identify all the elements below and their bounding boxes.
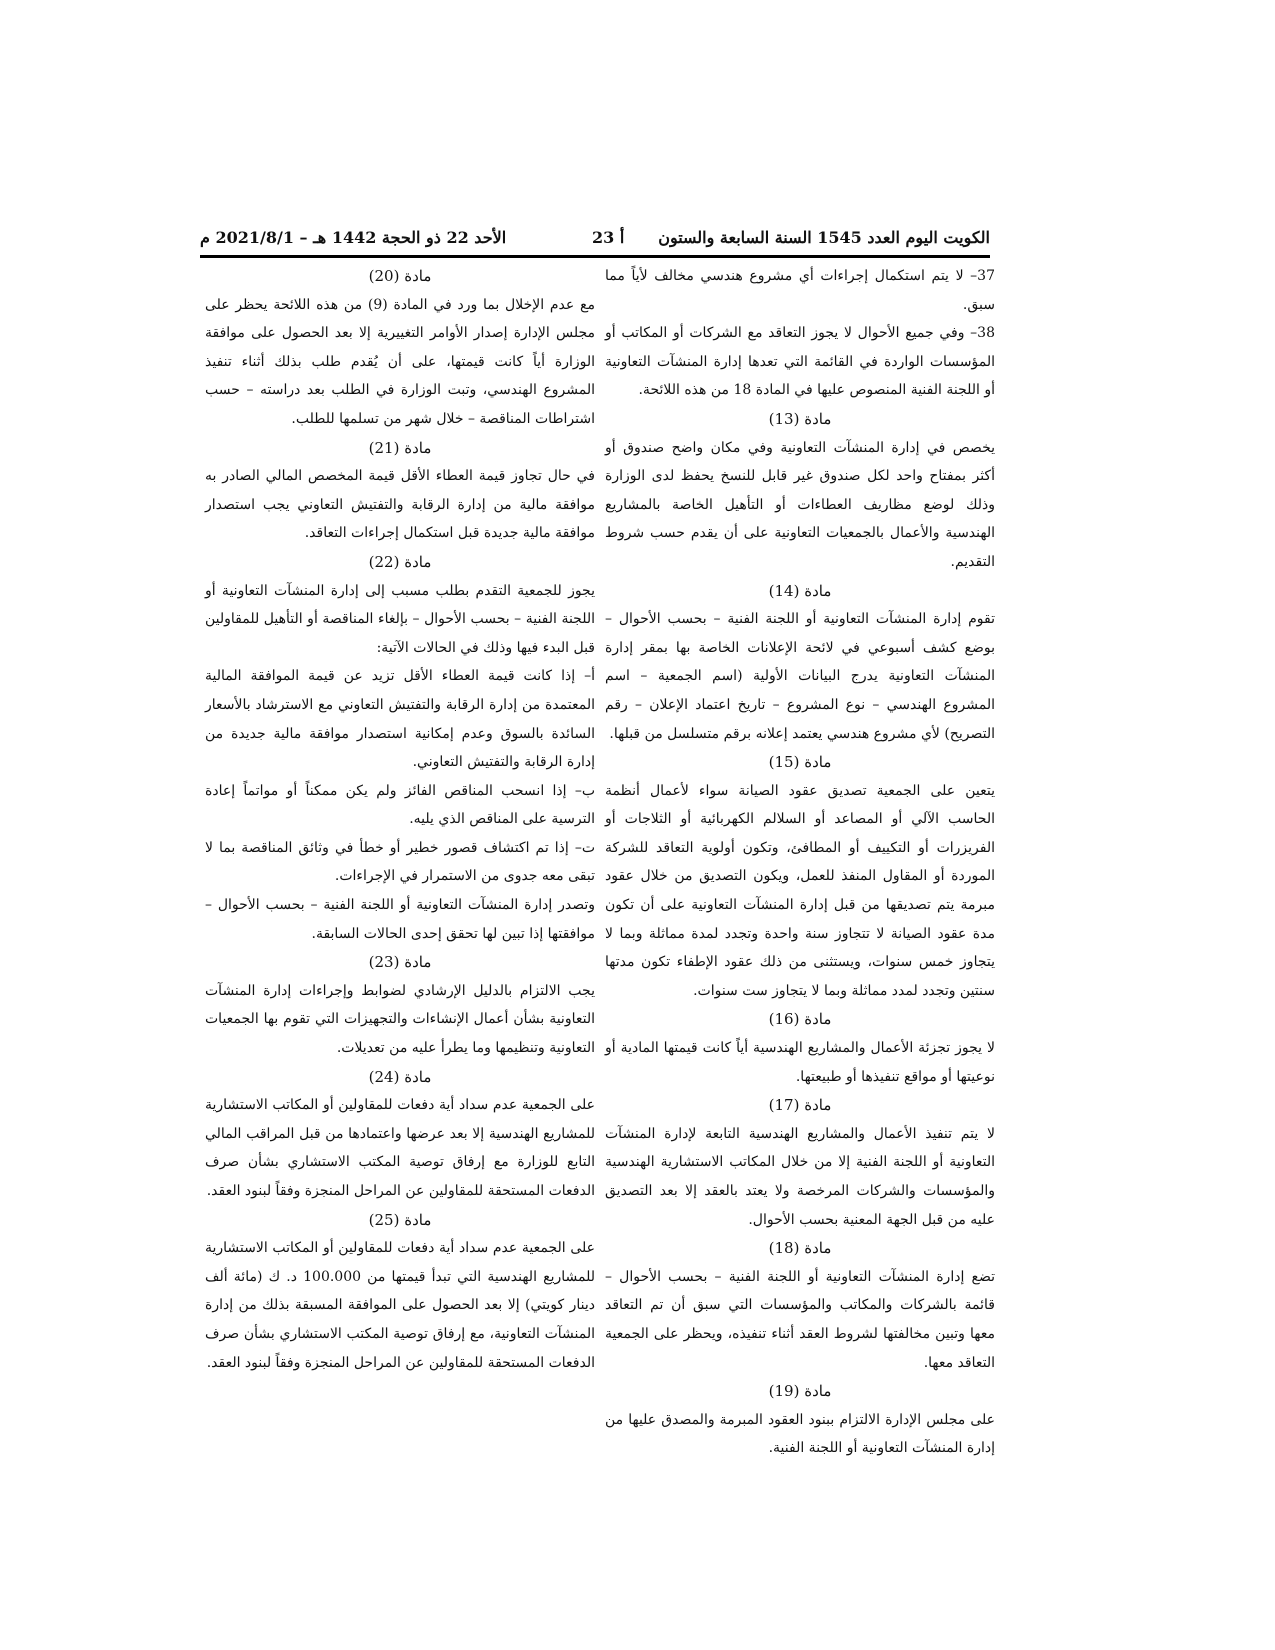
article-heading: مادة (25) <box>368 1210 432 1229</box>
publication-title: الكويت اليوم العدد 1545 السنة السابعة والستون <box>658 228 990 247</box>
issue-date: الأحد 22 ذو الحجة 1442 هـ – 2021/8/1 م <box>200 228 507 247</box>
article-paragraph: 38– وفي جميع الأحوال لا يجوز التعاقد مع الشركات أو المكاتب أو المؤسسات الواردة في القائمة التي تعدها إدارة المنشآت التعاونية أو اللجنة الفنية المنصوص عليها في المادة 18 من هذه اللائحة. <box>605 325 995 399</box>
article-paragraph: على الجمعية عدم سداد أية دفعات للمقاولين أو المكاتب الاستشارية للمشاريع الهندسية التي تبدأ قيمتها من 100.000 د. ك (مائة ألف دينار كويتي) إلا بعد الحصول على الموافقة المسبقة بذلك من إدارة المنشآت التعاونية، مع إرفاق توصية المكتب الاستشاري بشأن صرف الدفعات المستحقة للمقاولين عن المراحل المنجزة وفقاً لبنود العقد. <box>205 1240 595 1371</box>
article-heading: مادة (13) <box>768 409 832 428</box>
article-heading: مادة (23) <box>368 953 432 972</box>
article-paragraph: يجوز للجمعية التقدم بطلب مسبب إلى إدارة المنشآت التعاونية أو اللجنة الفنية – بحسب الأحوال – بإلغاء المناقصة أو التأهيل للمقاولين قبل البدء فيها وذلك في الحالات الآتية: <box>205 582 595 656</box>
right-column <box>605 262 995 1463</box>
article-paragraph: تقوم إدارة المنشآت التعاونية أو اللجنة الفنية – بحسب الأحوال – بوضع كشف أسبوعي في لائحة الإعلانات الخاصة بها بمقر إدارة المنشآت التعاونية يدرج البيانات الأولية (اسم الجمعية – اسم المشروع الهندسي – نوع المشروع – تاريخ اعتماد الإعلان – رقم التصريح) لأي مشروع هندسي يعتمد إعلانه برقم متسلسل من قبلها. <box>605 611 995 742</box>
article-heading: مادة (21) <box>368 438 432 457</box>
article-heading: مادة (17) <box>768 1096 832 1115</box>
article-paragraph: لا يتم تنفيذ الأعمال والمشاريع الهندسية التابعة لإدارة المنشآت التعاونية أو اللجنة الفنية إلا من خلال المكاتب الاستشارية الهندسية والمؤسسات والشركات المرخصة ولا يعتد بالعقد إلا بعد التصديق عليه من قبل الجهة المعنية بحسب الأحوال. <box>605 1125 995 1228</box>
article-paragraph: يخصص في إدارة المنشآت التعاونية وفي مكان واضح صندوق أو أكثر بمفتاح واحد لكل صندوق غير قابل للنسخ يحفظ لدى الوزارة وذلك لوضع مظاريف العطاءات أو التأهيل الخاصة بالمشاريع الهندسية والأعمال بالجمعيات التعاونية على أن يقدم حسب شروط التقديم. <box>605 439 996 570</box>
article-paragraph: تضع إدارة المنشآت التعاونية أو اللجنة الفنية – بحسب الأحوال – قائمة بالشركات والمكاتب والمؤسسات التي سبق أن تم التعاقد معها وتبين مخالفتها لشروط العقد أثناء تنفيذه، ويحظر على الجمعية التعاقد معها. <box>605 1268 995 1371</box>
article-heading: مادة (15) <box>768 753 832 772</box>
article-paragraph: ت– إذا تم اكتشاف قصور خطير أو خطأ في وثائق المناقصة بما لا تبقى معه جدوى من الاستمرار في الإجراءات. <box>205 839 595 885</box>
article-heading: مادة (20) <box>368 267 432 285</box>
article-paragraph: على مجلس الإدارة الالتزام ببنود العقود المبرمة والمصدق عليها من إدارة المنشآت التعاونية أو اللجنة الفنية. <box>605 1411 995 1457</box>
article-paragraph: يتعين على الجمعية تصديق عقود الصيانة سواء لأعمال أنظمة الحاسب الآلي أو المصاعد أو السلالم الكهربائية أو الثلاجات أو الفريزرات أو التكييف أو المطافئ، وتكون أولوية التعاقد للشركة الموردة أو المقاول المنفذ للعمل، ويكون التصديق من خلال عقود مبرمة يتم تصديقها من قبل إدارة المنشآت التعاونية على أن تكون مدة عقود الصيانة لا تتجاوز سنة واحدة وتجدد لمدة مماثلة وبما لا يتجاوز خمس سنوات، ويستثنى من ذلك عقود الإطفاء تكون مدتها سنتين وتجدد لمدد مماثلة وبما لا يتجاوز ست سنوات. <box>605 782 995 999</box>
article-paragraph: 37– لا يتم استكمال إجراءات أي مشروع هندسي مخالف لأياً مما سبق. <box>605 268 995 313</box>
article-heading: مادة (16) <box>768 1010 832 1029</box>
article-paragraph: ب– إذا انسحب المناقص الفائز ولم يكن ممكناً أو مواتماً إعادة الترسية على المناقص الذي يليه. <box>205 782 595 828</box>
article-paragraph: لا يجوز تجزئة الأعمال والمشاريع الهندسية أياً كانت قيمتها المادية أو نوعيتها أو مواقع تنفيذها أو طبيعتها. <box>605 1040 995 1085</box>
article-paragraph: وتصدر إدارة المنشآت التعاونية أو اللجنة الفنية – بحسب الأحوال – موافقتها إذا تبين لها تحقق إحدى الحالات السابقة. <box>205 897 595 942</box>
article-heading: مادة (14) <box>768 581 832 600</box>
article-paragraph: مع عدم الإخلال بما ورد في المادة (9) من هذه اللائحة يحظر على مجلس الإدارة إصدار الأوامر التغييرية إلا بعد الحصول على موافقة الوزارة أياً كانت قيمتها، على أن يُقدم طلب بذلك أثناء تنفيذ المشروع الهندسي، وتبت الوزارة في الطلب بعد دراسته – حسب اشتراطات المناقصة – خلال شهر من تسلمها للطلب. <box>205 296 595 427</box>
article-heading: مادة (22) <box>368 552 432 571</box>
article-paragraph: في حال تجاوز قيمة العطاء الأقل قيمة المخصص المالي الصادر به موافقة مالية من إدارة الرقابة والتفتيش التعاوني يجب استصدار موافقة مالية جديدة قبل استكمال إجراءات التعاقد. <box>205 468 595 542</box>
article-paragraph: على الجمعية عدم سداد أية دفعات للمقاولين أو المكاتب الاستشارية للمشاريع الهندسية إلا بعد عرضها واعتمادها من قبل المراقب المالي التابع للوزارة مع إرفاق توصية المكتب الاستشاري بشأن صرف الدفعات المستحقة للمقاولين عن المراحل المنجزة وفقاً لبنود العقد. <box>205 1097 595 1199</box>
article-heading: مادة (24) <box>368 1067 432 1086</box>
left-column <box>205 262 595 1377</box>
article-heading: مادة (19) <box>768 1382 832 1401</box>
header-rule <box>200 255 990 258</box>
article-paragraph: يجب الالتزام بالدليل الإرشادي لضوابط وإجراءات إدارة المنشآت التعاونية بشأن أعمال الإنشاءات والتجهيزات التي تقوم بها الجمعيات التعاونية وتنظيمها وما يطرأ عليه من تعديلات. <box>205 982 595 1057</box>
page-header <box>200 228 990 254</box>
page-number: أ 23 <box>592 228 625 247</box>
article-heading: مادة (18) <box>768 1239 832 1258</box>
article-paragraph: أ– إذا كانت قيمة العطاء الأقل تزيد عن قيمة الموافقة المالية المعتمدة من إدارة الرقابة والتفتيش التعاوني مع الاسترشاد بالأسعار السائدة بالسوق وعدم إمكانية استصدار موافقة مالية جديدة من إدارة الرقابة والتفتيش التعاوني. <box>205 668 595 771</box>
